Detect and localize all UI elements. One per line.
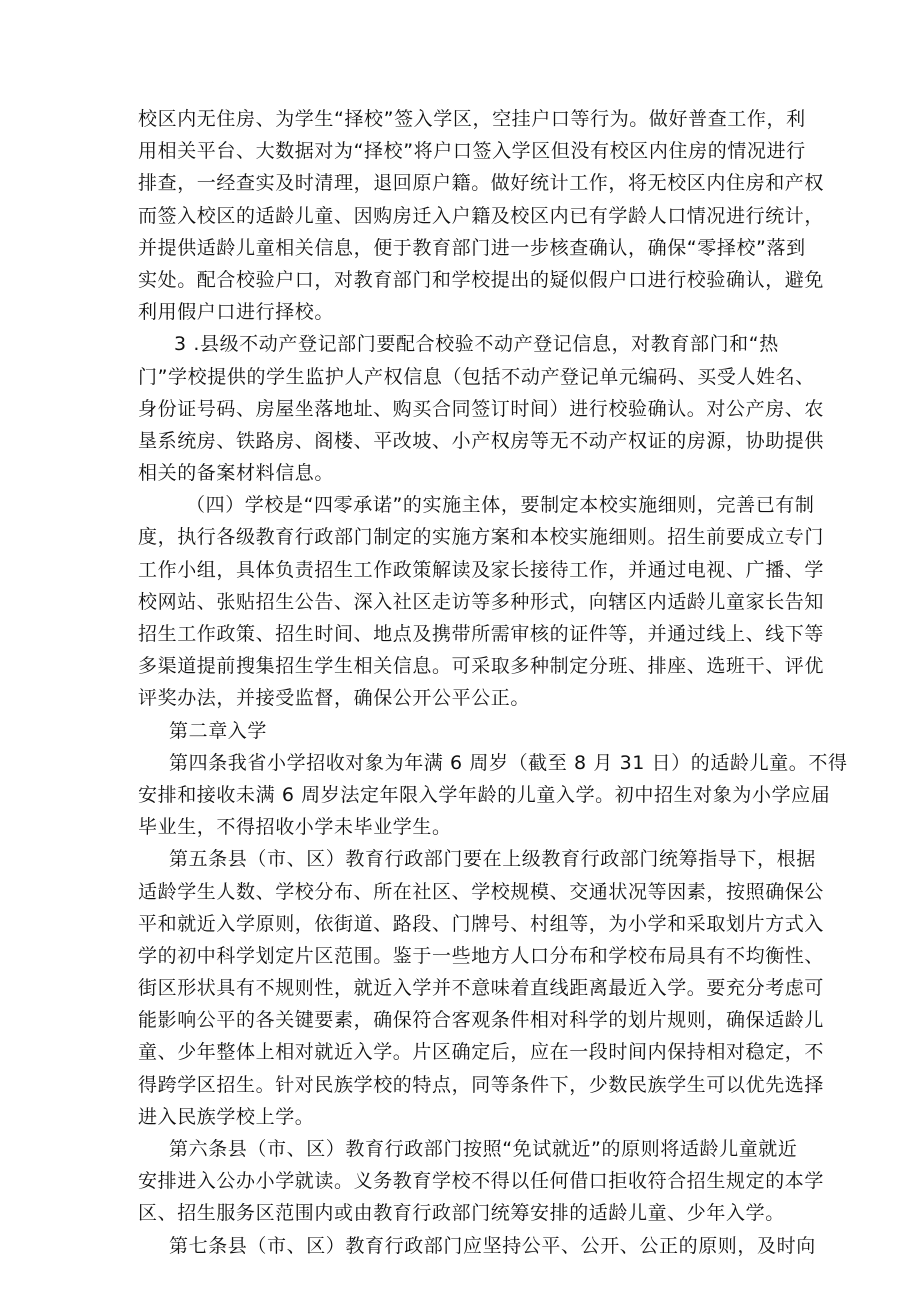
text-line: 得跨学区招生。针对民族学校的特点，同等条件下，少数民族学生可以优先选择 (138, 1073, 825, 1096)
document-page (138, 103, 848, 1262)
text-line: 校网站、张贴招生公告、深入社区走访等多种形式，向辖区内适龄儿童家长告知 (138, 590, 825, 613)
text-line: 相关的备案材料信息。 (138, 462, 335, 485)
text-line: 利用假户口进行择校。 (138, 301, 335, 324)
text-line: 安排和接收未满 6 周岁法定年限入学年龄的儿童入学。初中招生对象为小学应届 (138, 783, 831, 806)
text-line: 工作小组，具体负责招生工作政策解读及家长接待工作，并通过电视、广播、学 (138, 558, 825, 581)
text-line: 而签入校区的适龄儿童、因购房迁入户籍及校区内已有学龄人口情况进行统计， (138, 204, 825, 227)
text-line: 招生工作政策、招生时间、地点及携带所需审核的证件等，并通过线上、线下等 (138, 623, 825, 645)
text-line: 能影响公平的各关键要素，确保符合客观条件相对科学的划片规则，确保适龄儿 (138, 1009, 825, 1032)
text-line: 排查，一经查实及时清理，退回原户籍。做好统计工作，将无校区内住房和产权 (138, 172, 825, 195)
text-line: 第五条县（市、区）教育行政部门要在上级教育行政部门统筹指导下，根据 (169, 848, 816, 871)
chapter-heading (138, 715, 790, 747)
text-line: 童、少年整体上相对就近入学。片区确定后，应在一段时间内保持相对稳定，不 (138, 1041, 825, 1064)
text-line: 街区形状具有不规则性，就近入学并不意味着直线距离最近入学。要充分考虑可 (138, 977, 825, 1000)
paragraph-article-7 (138, 1230, 816, 1262)
text-line: 进入民族学校上学。 (138, 1105, 315, 1128)
text-line: 用相关平台、大数据对为“择校”将户口签入学区但没有校区内住房的情况进行 (138, 140, 806, 163)
text-line: 多渠道提前搜集招生学生相关信息。可采取多种制定分班、排座、选班干、评优 (138, 655, 825, 678)
paragraph-article-4 (138, 747, 848, 844)
text-line: 安排进入公办小学就读。义务教育学校不得以任何借口拒收符合招生规定的本学 (138, 1170, 825, 1193)
text-line: 第四条我省小学招收对象为年满 6 周岁（截至 8 月 31 日）的适龄儿童。不得 (169, 751, 848, 774)
paragraph-section-4-schools (138, 489, 825, 714)
text-line: 学的初中科学划定片区范围。鉴于一些地方人口分布和学校布局具有不均衡性、 (138, 944, 825, 967)
text-line: 第二章入学 (169, 719, 268, 742)
paragraph-household-registration-check (138, 103, 825, 328)
text-line: 3 .县级不动产登记部门要配合校验不动产登记信息，对教育部门和“热 (174, 333, 779, 356)
text-line: 门”学校提供的学生监护人产权信息（包括不动产登记单元编码、买受人姓名、 (138, 365, 815, 388)
text-line: 评奖办法，并接受监督，确保公开公平公正。 (138, 687, 531, 710)
text-line: 身份证号码、房屋坐落地址、购买合同签订时间）进行校验确认。对公产房、农 (138, 397, 825, 420)
text-line: 平和就近入学原则，依街道、路段、门牌号、村组等，为小学和采取划片方式入 (138, 912, 825, 935)
text-line: 实处。配合校验户口，对教育部门和学校提出的疑似假户口进行校验确认，避免 (138, 268, 825, 291)
paragraph-item-3-property-registration (138, 328, 825, 489)
text-line: 第六条县（市、区）教育行政部门按照“免试就近”的原则将适龄儿童就近 (169, 1138, 798, 1160)
paragraph-article-6 (138, 1133, 825, 1230)
text-line: 度，执行各级教育行政部门制定的实施方案和本校实施细则。招生前要成立专门 (138, 526, 825, 549)
text-line: 毕业生，不得招收小学未毕业学生。 (138, 816, 452, 839)
text-line: 并提供适龄儿童相关信息，便于教育部门进一步核查确认，确保“零择校”落到 (138, 236, 806, 259)
text-line: 第七条县（市、区）教育行政部门应坚持公平、公开、公正的原则，及时向 (169, 1234, 816, 1257)
text-line: （四）学校是“四零承诺”的实施主体，要制定本校实施细则，完善已有制 (186, 494, 815, 517)
text-line: 校区内无住房、为学生“择校”签入学区，空挂户口等行为。做好普查工作，利 (138, 108, 806, 130)
text-line: 区、招生服务区范围内或由教育行政部门统筹安排的适龄儿童、少年入学。 (138, 1202, 785, 1225)
paragraph-article-5 (138, 843, 825, 1133)
text-line: 垦系统房、铁路房、阁楼、平改坡、小产权房等无不动产权证的房源，协助提供 (138, 429, 825, 452)
text-line: 适龄学生人数、学校分布、所在社区、学校规模、交通状况等因素，按照确保公 (138, 880, 825, 903)
